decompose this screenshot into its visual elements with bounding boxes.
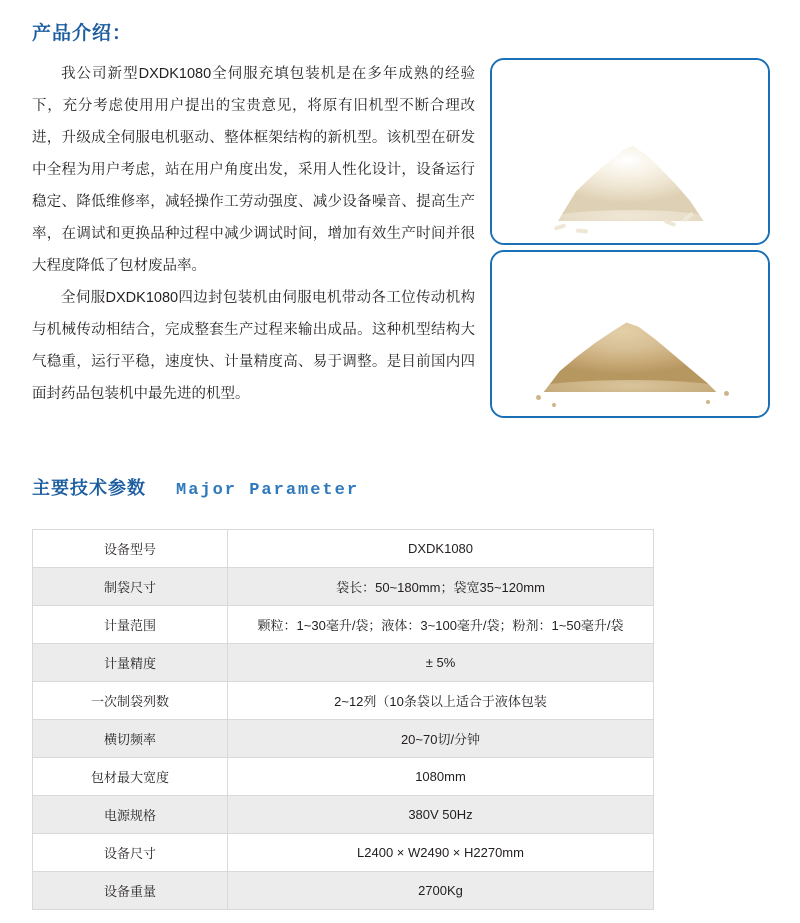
rice-grain: [554, 223, 567, 231]
rice-granule-photo: [490, 58, 770, 245]
param-value: 2700Kg: [228, 872, 654, 910]
param-value: 1080mm: [228, 758, 654, 796]
param-value: ± 5%: [228, 644, 654, 682]
parameters-table: [32, 529, 654, 910]
table-row: [33, 606, 654, 644]
param-label: 设备型号: [33, 530, 228, 568]
powder-speck: [706, 400, 710, 404]
rice-pile-shape: [555, 143, 705, 221]
table-row: [33, 530, 654, 568]
param-value: DXDK1080: [228, 530, 654, 568]
param-value: 20~70切/分钟: [228, 720, 654, 758]
product-intro-title: 产品介绍：: [32, 23, 133, 44]
table-row: [33, 644, 654, 682]
powder-speck: [536, 395, 541, 400]
param-value: L2400 × W2490 × H2270mm: [228, 834, 654, 872]
param-label: 电源规格: [33, 796, 228, 834]
intro-paragraph-1: 我公司新型DXDK1080全伺服充填包装机是在多年成熟的经验下，充分考虑使用用户提出的宝贵意见，将原有旧机型不断合理改进，升级成全伺服电机驱动、整体框架结构的新机型。该机型在研发中全程为用户考虑，站在用户角度出发，采用人性化设计，设备运行稳定、降低维修率，减轻操作工劳动强度、减少设备噪音、提高生产率，在调试和更换品种过程中减少调试时间，增加有效生产时间并很大程度降低了包材废品率。: [32, 66, 475, 274]
table-row: [33, 872, 654, 910]
intro-paragraph-2: 全伺服DXDK1080四边封包装机由伺服电机带动各工位传动机构与机械传动相结合，完成整套生产过程来输出成品。这种机型结构大气稳重，运行平稳，速度快、计量精度高、易于调整。是目前国内四面封药品包装机中最先进的机型。: [32, 290, 475, 402]
table-row: [33, 720, 654, 758]
rice-grain: [576, 228, 588, 233]
param-label: 设备尺寸: [33, 834, 228, 872]
param-label: 横切频率: [33, 720, 228, 758]
table-row: [33, 758, 654, 796]
table-row: [33, 568, 654, 606]
param-label: 设备重量: [33, 872, 228, 910]
powder-photo: [490, 250, 770, 418]
powder-pile-shape: [542, 318, 718, 392]
photo-background: [492, 252, 768, 416]
param-label: 制袋尺寸: [33, 568, 228, 606]
param-value: 380V 50Hz: [228, 796, 654, 834]
parameters-heading: [32, 474, 359, 500]
param-value: 2~12列（10条袋以上适合于液体包装: [228, 682, 654, 720]
photo-background: [492, 60, 768, 243]
powder-speck: [552, 403, 556, 407]
product-intro-text: [32, 58, 475, 410]
powder-speck: [724, 391, 729, 396]
table-row: [33, 682, 654, 720]
param-label: 包材最大宽度: [33, 758, 228, 796]
table-row: [33, 796, 654, 834]
param-value: 袋长：50~180mm；袋宽35~120mm: [228, 568, 654, 606]
param-label: 一次制袋列数: [33, 682, 228, 720]
param-label: 计量范围: [33, 606, 228, 644]
parameters-heading-cn: 主要技术参数: [32, 478, 146, 498]
param-value: 颗粒：1~30毫升/袋；液体：3~100毫升/袋；粉剂：1~50毫升/袋: [228, 606, 654, 644]
table-row: [33, 834, 654, 872]
param-label: 计量精度: [33, 644, 228, 682]
parameters-heading-en: Major Parameter: [176, 481, 360, 500]
